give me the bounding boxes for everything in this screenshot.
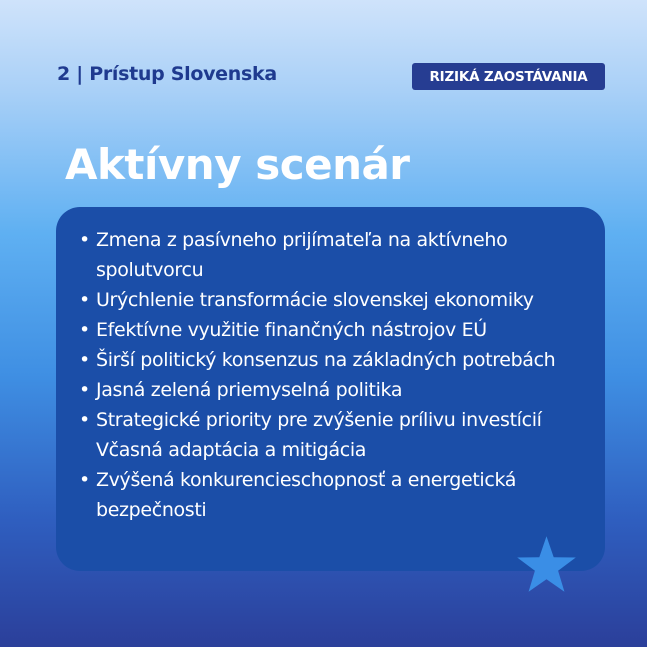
list-item-text: Zvýšená konkurencieschopnosť a energetická bezpečnosti — [96, 469, 517, 521]
list-item — [76, 405, 601, 435]
bullet-dot: • — [79, 349, 90, 371]
list-item — [76, 285, 601, 315]
topic-badge: RIZIKÁ ZAOSTÁVANIA — [412, 63, 605, 90]
bullet-dot: • — [79, 379, 90, 401]
star-shape — [517, 536, 576, 592]
bullet-list — [76, 225, 601, 525]
list-item-text: Urýchlenie transformácie slovenskej ekonomiky — [96, 289, 534, 311]
bullet-dot: • — [79, 289, 90, 311]
list-item — [76, 465, 601, 525]
bullet-dot: • — [79, 409, 90, 431]
list-item — [76, 315, 601, 345]
list-item — [76, 345, 601, 375]
list-item-text: Zmena z pasívneho prijímateľa na aktívneho spolutvorcu — [96, 229, 508, 281]
bullet-dot: • — [79, 469, 90, 491]
list-item — [76, 225, 601, 285]
list-item-text: Strategické priority pre zvýšenie prílivu investícií — [96, 409, 542, 431]
list-item-text: Jasná zelená priemyselná politika — [96, 379, 403, 401]
star-icon — [516, 535, 577, 593]
list-item — [76, 375, 601, 405]
page-title: Aktívny scenár — [65, 140, 410, 189]
list-item-text: Včasná adaptácia a mitigácia — [96, 439, 367, 461]
bullet-dot: • — [79, 319, 90, 341]
list-item — [76, 435, 601, 465]
list-item-text: Širší politický konsenzus na základných potrebách — [96, 349, 556, 371]
bullet-dot: • — [79, 229, 90, 251]
section-label: 2 | Prístup Slovenska — [57, 63, 277, 85]
list-item-text: Efektívne využitie finančných nástrojov EÚ — [96, 319, 487, 341]
